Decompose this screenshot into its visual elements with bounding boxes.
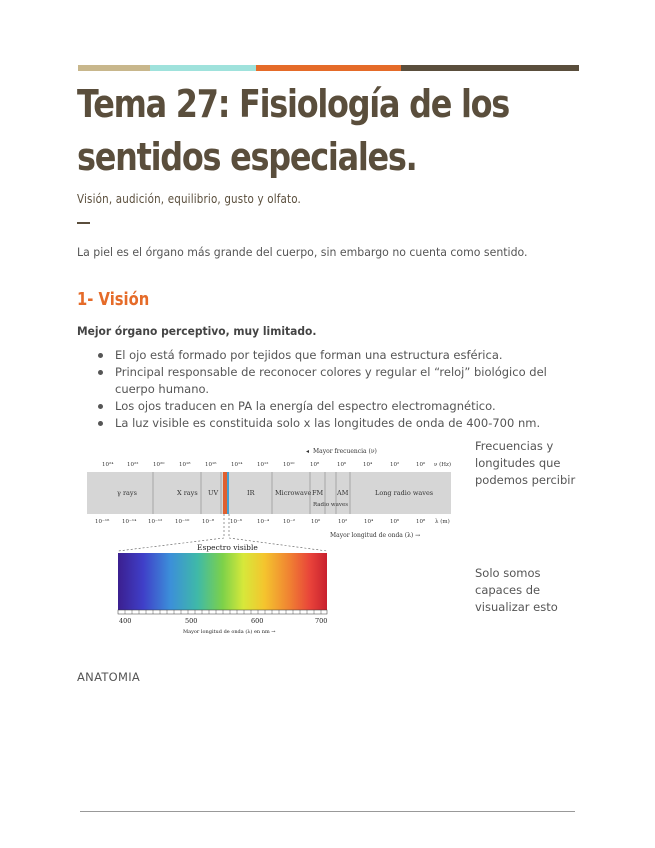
radio-label: Radio waves [313, 502, 349, 508]
wave-tick: 10⁸ [416, 519, 426, 525]
page-title [77, 78, 514, 184]
freq-tick: 10¹⁴ [231, 462, 243, 468]
bullet-list [95, 347, 585, 432]
wave-tick: 10⁻¹² [148, 519, 163, 525]
visible-slice [227, 472, 229, 514]
band-label: IR [247, 489, 255, 497]
freq-tick: 10¹⁶ [205, 462, 217, 468]
uv-visible-marker [223, 472, 227, 514]
spectrum-figure [85, 440, 460, 640]
visible-spectrum-bar [118, 553, 327, 610]
wave-tick: 10² [338, 519, 348, 525]
freq-tick: 10⁴ [363, 462, 373, 468]
freq-unit: ν (Hz) [434, 462, 452, 468]
freq-tick-labels [102, 461, 451, 468]
visible-axis-label: Mayor longitud de onda (λ) en nm → [183, 629, 276, 635]
wave-tick: 10⁻⁸ [202, 519, 215, 525]
footer-divider [80, 811, 575, 812]
freq-tick: 10⁶ [337, 462, 347, 468]
wave-tick: 10⁴ [364, 519, 374, 525]
freq-tick: 10¹⁸ [179, 462, 191, 468]
visible-tick: 700 [315, 617, 328, 625]
freq-tick: 10⁰ [416, 462, 426, 468]
list-item: Los ojos traducen en PA la energía del espectro electromagnético. [95, 398, 585, 415]
wave-tick: 10⁻¹⁰ [175, 519, 190, 525]
visible-spectrum-title: Espectro visible [197, 543, 258, 552]
section-lead: Mejor órgano perceptivo, muy limitado. [77, 324, 317, 338]
top-bar-segment-4 [401, 65, 579, 71]
freq-tick: 10¹² [257, 462, 269, 468]
band-label: UV [208, 489, 219, 497]
top-bar-segment-3 [256, 65, 401, 71]
subtitle: Visión, audición, equilibrio, gusto y olfato. [77, 192, 302, 206]
side-note-visible: Solo somos capaces de visualizar esto [475, 566, 558, 614]
subtitle-divider [77, 222, 90, 224]
visible-axis-strip [118, 610, 327, 614]
freq-tick: 10²² [127, 462, 139, 468]
intro-paragraph: La piel es el órgano más grande del cuerpo, sin embargo no cuenta como sentido. [77, 245, 528, 259]
band-label: Microwave [275, 489, 312, 497]
freq-tick: 10²⁰ [153, 462, 165, 468]
title-line-2: sentidos especiales. [77, 135, 417, 179]
wave-tick: 10⁻² [283, 519, 296, 525]
section-heading-vision: 1- Visión [77, 289, 150, 310]
list-item: El ojo está formado por tejidos que forman una estructura esférica. [95, 347, 585, 364]
wave-tick: 10⁻¹⁶ [95, 519, 110, 525]
band-label: FM [312, 489, 324, 497]
wave-tick: 10⁻¹⁴ [122, 519, 137, 525]
top-bar-segment-2 [150, 65, 256, 71]
wave-tick: 10⁰ [311, 519, 321, 525]
freq-tick: 10⁸ [310, 462, 320, 468]
freq-tick: 10² [390, 462, 400, 468]
band-label: AM [337, 489, 349, 497]
band-label: X rays [177, 489, 198, 497]
freq-arrow-label: Mayor frecuencia (ν) [313, 448, 377, 455]
wave-tick: 10⁶ [390, 519, 400, 525]
visible-tick: 400 [119, 617, 132, 625]
wave-tick: 10⁻⁶ [230, 519, 243, 525]
band-label: γ rays [117, 489, 137, 497]
wave-tick: 10⁻⁴ [257, 519, 270, 525]
wave-arrow-label: Mayor longitud de onda (λ) → [330, 532, 421, 539]
visible-tick: 600 [251, 617, 264, 625]
title-line-1: Tema 27: Fisiología de los [77, 82, 510, 126]
side-note-frequencies: Frecuencias y longitudes que podemos percibir [475, 439, 576, 487]
freq-arrow-icon: ◂ [306, 448, 310, 455]
freq-tick: 10²⁴ [102, 462, 114, 468]
freq-tick: 10¹⁰ [283, 462, 295, 468]
wave-unit: λ (m) [435, 519, 450, 525]
list-item: Principal responsable de reconocer colores y regular el “reloj” biológico del cuerpo humano. [95, 364, 585, 398]
top-bar-segment-1 [78, 65, 150, 71]
anatomia-label: ANATOMIA [77, 670, 141, 684]
visible-tick: 500 [185, 617, 198, 625]
band-label: Long radio waves [375, 489, 434, 497]
wave-tick-labels [95, 518, 450, 525]
list-item: La luz visible es constituida solo x las longitudes de onda de 400-700 nm. [95, 415, 585, 432]
